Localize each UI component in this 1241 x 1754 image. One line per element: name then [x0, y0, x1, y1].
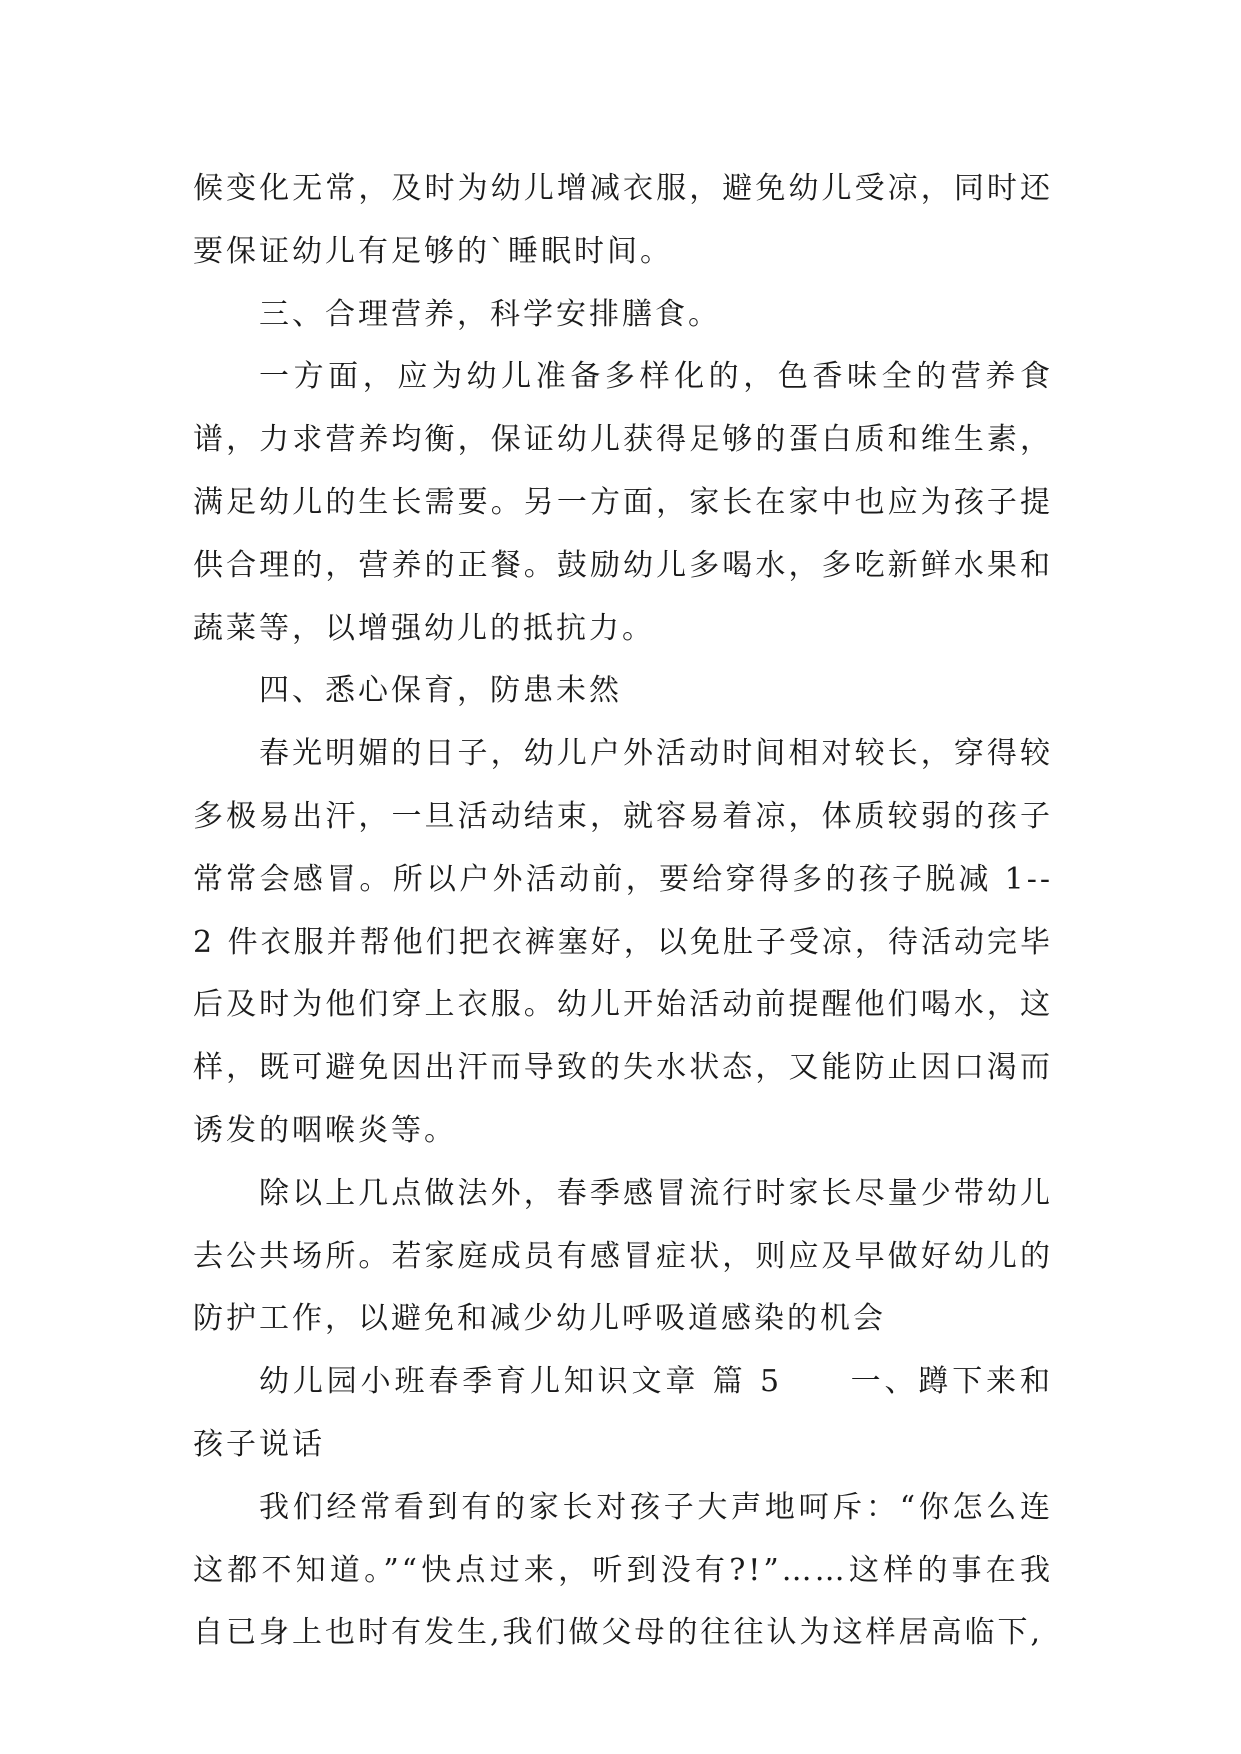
document-page: [193, 158, 1053, 1665]
paragraph-nutrition: 一方面，应为幼儿准备多样化的，色香味全的营养食谱，力求营养均衡，保证幼儿获得足够的蛋白质和维生素，满足幼儿的生长需要。另一方面，家长在家中也应为孩子提供合理的，营养的正餐。鼓励幼儿多喝水，多吃新鲜水果和蔬菜等，以增强幼儿的抵抗力。: [193, 359, 1053, 646]
heading-nutrition: 三、合理营养，科学安排膳食。: [259, 296, 721, 332]
heading-care: 四、悉心保育，防患未然: [259, 673, 622, 709]
paragraph-cold-season: 除以上几点做法外，春季感冒流行时家长尽量少带幼儿去公共场所。若家庭成员有感冒症状，则应及早做好幼儿的防护工作，以避免和减少幼儿呼吸道感染的机会: [193, 1175, 1053, 1337]
paragraph-care: 春光明媚的日子，幼儿户外活动时间相对较长，穿得较多极易出汗，一旦活动结束，就容易着凉，体质较弱的孩子常常会感冒。所以户外活动前，要给穿得多的孩子脱减 1--2 件衣服并帮他们把衣裤塞好，以免肚子受凉，待活动完毕后及时为他们穿上衣服。幼儿开始活动前提醒他们喝水，这样，既可避免因出汗而导致的失水状态，又能防止因口渴而诱发的咽喉炎等。: [193, 736, 1053, 1148]
article-section-title: 幼儿园小班春季育儿知识文章 篇 5 一、蹲下来和孩子说话: [193, 1364, 1053, 1462]
paragraph-clothing-sleep: 候变化无常，及时为幼儿增减衣服，避免幼儿受凉，同时还要保证幼儿有足够的`睡眠时间。: [193, 171, 1053, 269]
paragraph-speaking: 我们经常看到有的家长对孩子大声地呵斥：“你怎么连这都不知道。”“快点过来，听到没有?!”……这样的事在我自已身上也时有发生,我们做父母的往往认为这样居高临下,: [193, 1489, 1053, 1651]
